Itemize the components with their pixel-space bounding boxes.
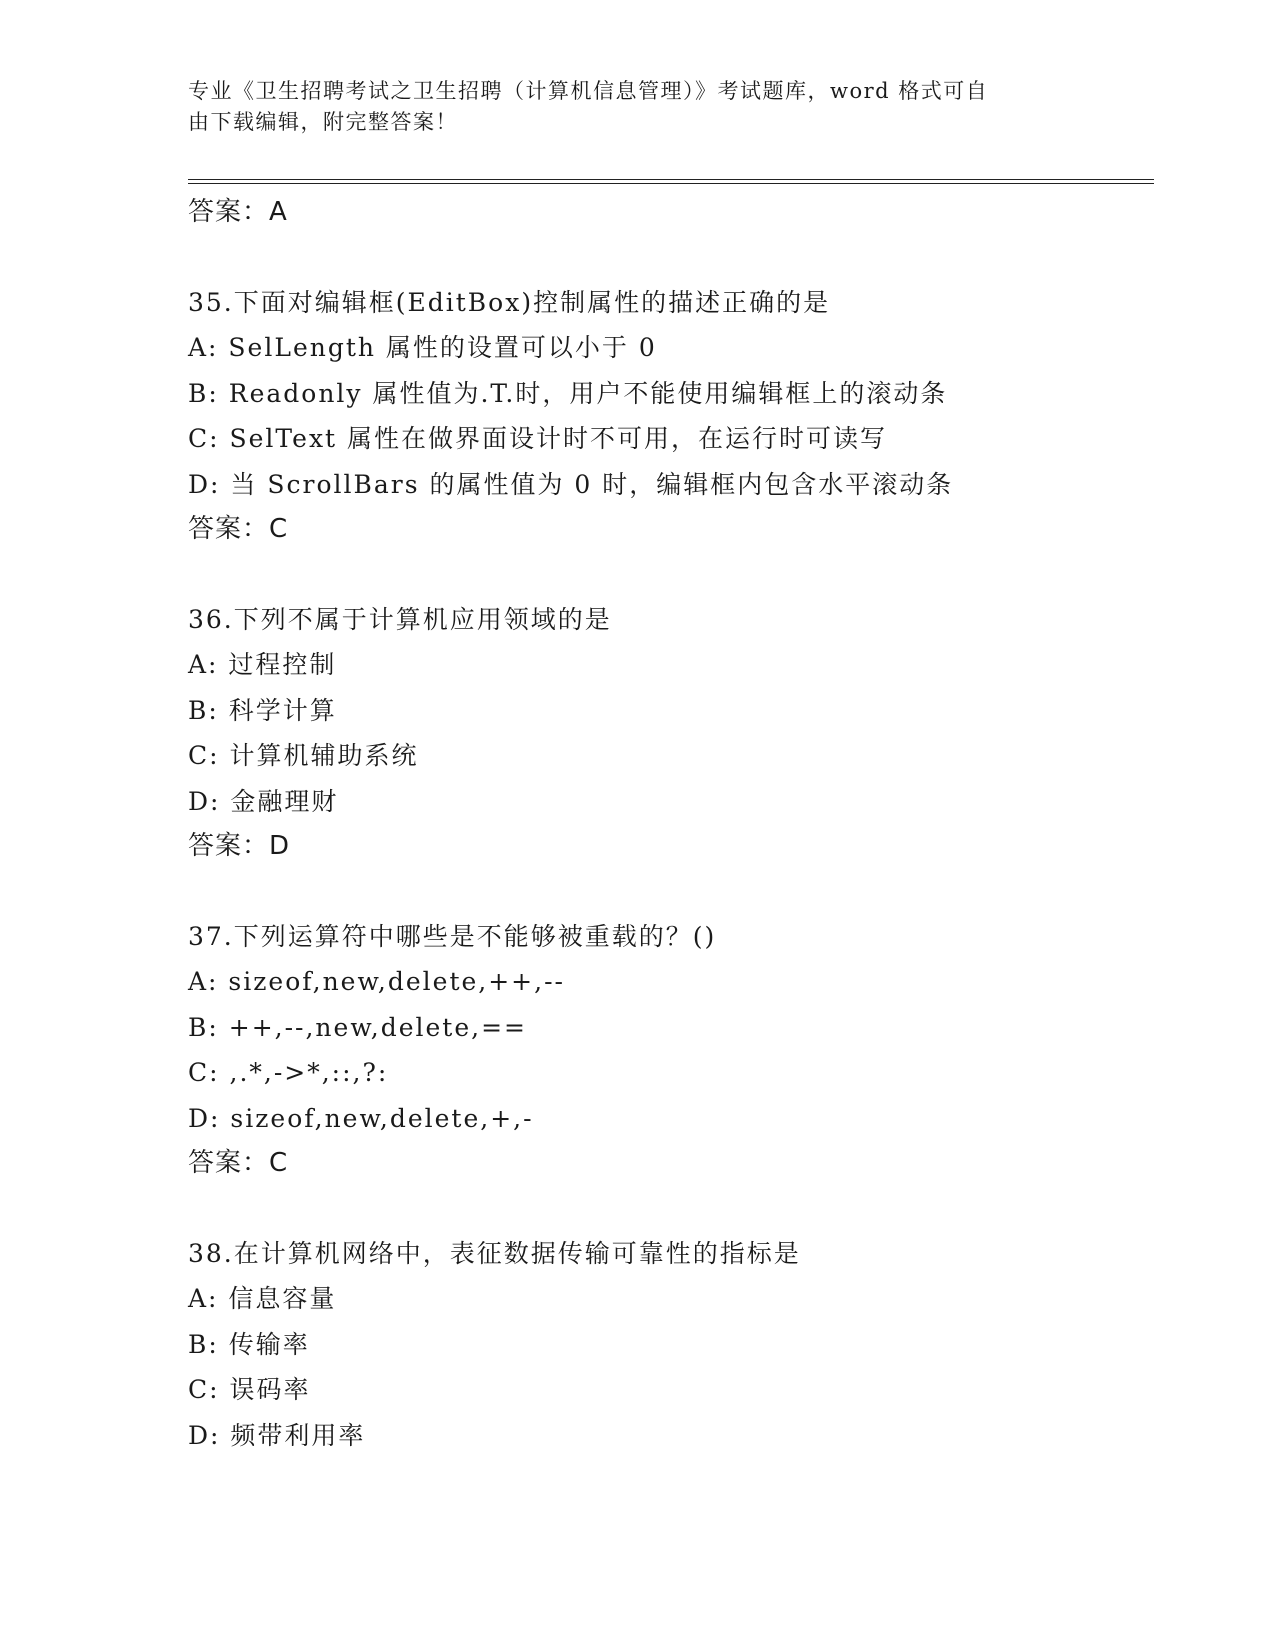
question-38 [188, 1231, 1154, 1459]
spacer [188, 870, 1154, 914]
question-stem: 36.下列不属于计算机应用领域的是 [188, 604, 612, 634]
answer: 答案：C [188, 514, 289, 544]
header-line-1: 专业《卫生招聘考试之卫生招聘（计算机信息管理）》考试题库，word 格式可自 [188, 79, 989, 103]
option-c: C: 误码率 [188, 1375, 311, 1404]
question-37 [188, 914, 1154, 1187]
answer: 答案：C [188, 1148, 289, 1178]
option-b: B: 传输率 [188, 1329, 310, 1359]
answer: 答案：D [188, 831, 291, 861]
option-a: A: 过程控制 [188, 650, 337, 679]
header-divider [188, 179, 1154, 184]
header-line-2: 由下载编辑，附完整答案！ [188, 110, 458, 134]
previous-answer: 答案：A [188, 197, 288, 227]
option-d: D: 频带利用率 [188, 1420, 366, 1450]
question-list [188, 190, 1154, 1458]
option-c: C: SelText 属性在做界面设计时不可用，在运行时可读写 [188, 424, 888, 453]
question-36 [188, 597, 1154, 870]
option-d: D: sizeof,new,delete,+,- [188, 1103, 534, 1133]
option-b: B: Readonly 属性值为.T.时，用户不能使用编辑框上的滚动条 [188, 378, 948, 408]
option-a: A: SelLength 属性的设置可以小于 0 [188, 333, 657, 362]
spacer [188, 1187, 1154, 1231]
option-a: A: 信息容量 [188, 1284, 337, 1313]
option-b: B: ++,--,new,delete,== [188, 1012, 527, 1042]
option-c: C: ,.*,->*,::,?: [188, 1058, 389, 1087]
page-header [188, 76, 1068, 138]
option-d: D: 当 ScrollBars 的属性值为 0 时，编辑框内包含水平滚动条 [188, 469, 954, 499]
option-c: C: 计算机辅助系统 [188, 741, 419, 770]
question-stem: 35.下面对编辑框(EditBox)控制属性的描述正确的是 [188, 287, 831, 317]
option-d: D: 金融理财 [188, 786, 339, 816]
question-stem: 38.在计算机网络中，表征数据传输可靠性的指标是 [188, 1238, 801, 1268]
option-b: B: 科学计算 [188, 695, 337, 725]
question-stem: 37.下列运算符中哪些是不能够被重载的？() [188, 921, 717, 951]
spacer [188, 553, 1154, 597]
question-35 [188, 280, 1154, 553]
spacer [188, 236, 1154, 280]
option-a: A: sizeof,new,delete,++,-- [188, 967, 565, 996]
